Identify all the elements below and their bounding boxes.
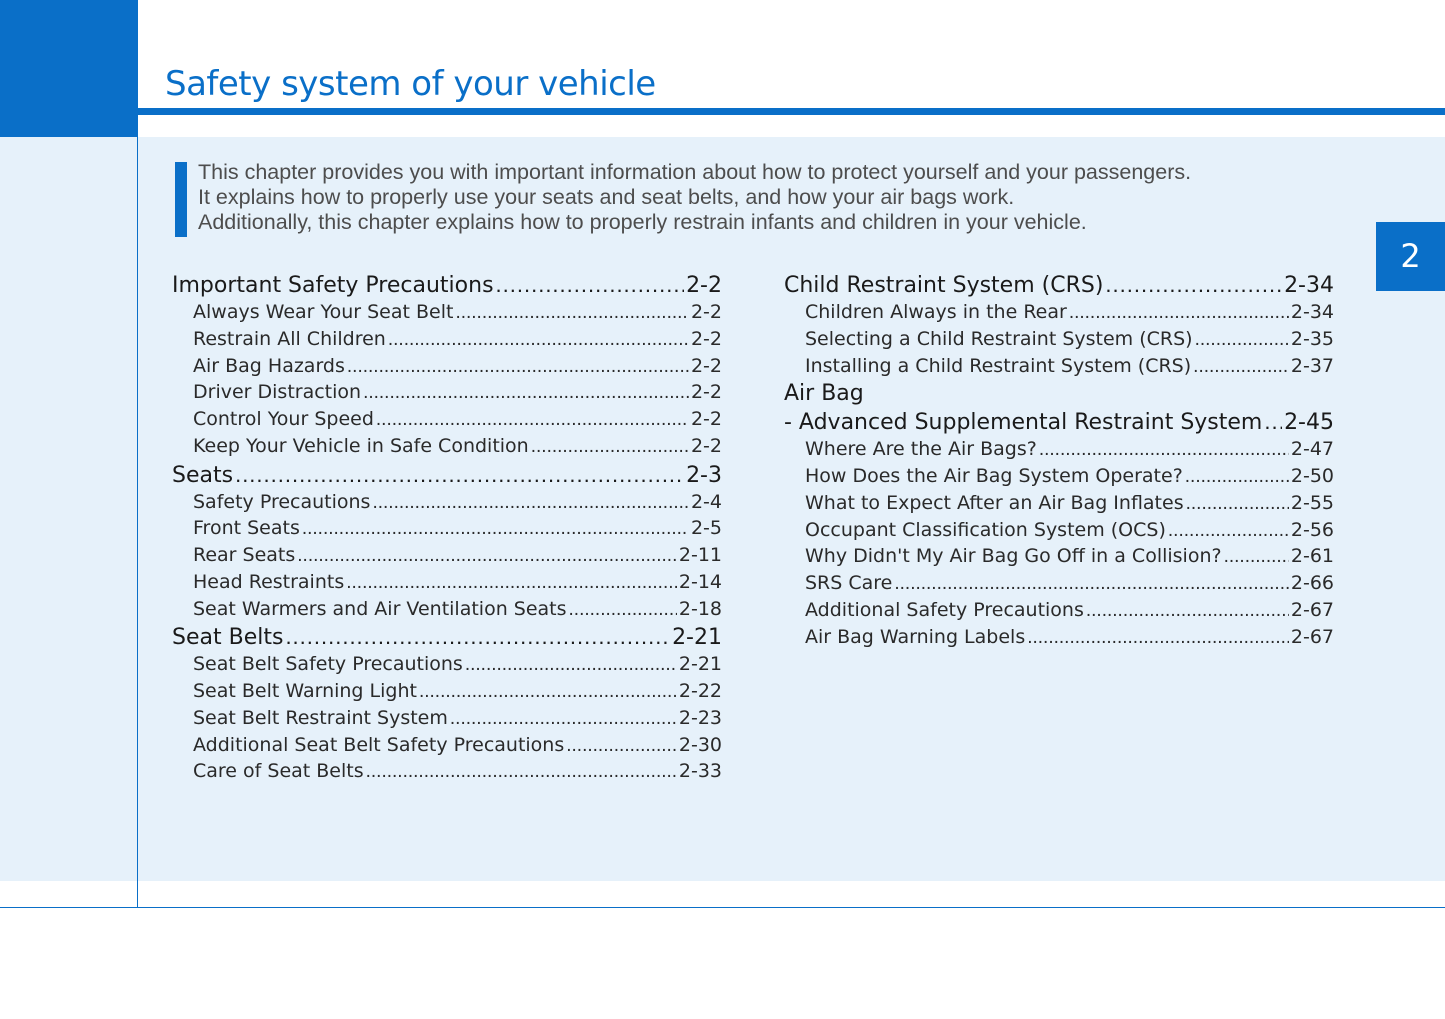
dot-leader [297, 545, 677, 567]
toc-entry-title: Children Always in the Rear [805, 301, 1067, 323]
dot-leader [894, 573, 1289, 595]
toc-entry[interactable] [172, 653, 722, 680]
toc-entry-title: What to Expect After an Air Bag Inflates [805, 491, 1184, 514]
toc-page-number: 2-67 [1290, 625, 1334, 648]
toc-entry-title: Safety Precautions [193, 490, 371, 513]
toc-entry-title: Seat Belt Restraint System [193, 706, 448, 729]
toc-entry-title: Air Bag Warning Labels [805, 625, 1026, 648]
toc-entry-title: Seat Belt Safety Precautions [193, 653, 463, 676]
toc-page-number: 2-30 [678, 733, 722, 756]
toc-page-number: 2-61 [1290, 545, 1334, 568]
toc-entry[interactable] [784, 465, 1334, 492]
toc-entry-title: Installing a Child Restraint System (CRS) [805, 354, 1192, 377]
intro-accent-bar [175, 162, 187, 237]
toc-page-number: 2-2 [690, 434, 722, 457]
dot-leader [1039, 439, 1289, 461]
dot-leader [1027, 627, 1289, 649]
toc-page-number: 2-34 [1284, 273, 1334, 298]
toc-entry[interactable] [172, 571, 722, 598]
toc-entry[interactable] [172, 680, 722, 707]
dot-leader [1186, 493, 1289, 515]
dot-leader [455, 302, 689, 324]
toc-section-entry[interactable] [784, 272, 1334, 301]
dot-leader [1168, 520, 1289, 542]
dot-leader [496, 272, 685, 298]
left-margin-panel [0, 137, 137, 881]
toc-page-number: 2-2 [686, 273, 722, 298]
toc-page-number: 2-2 [690, 354, 722, 377]
toc-page-number: 2-22 [678, 680, 722, 702]
toc-entry[interactable] [784, 301, 1334, 328]
toc-page-number: 2-2 [690, 381, 722, 404]
dot-leader [302, 518, 689, 540]
toc-page-number: 2-3 [686, 462, 722, 488]
dot-leader [235, 462, 684, 488]
toc-entry-title: Restrain All Children [193, 327, 386, 350]
toc-entry-title: Why Didn't My Air Bag Go Off in a Collision? [805, 545, 1222, 568]
toc-entry[interactable] [784, 438, 1334, 465]
toc-heading[interactable]: Air Bag [784, 381, 864, 407]
dot-leader [1069, 302, 1289, 324]
toc-entry[interactable] [784, 492, 1334, 519]
toc-left-column [172, 272, 722, 787]
toc-entry-title: Where Are the Air Bags? [805, 438, 1037, 461]
dot-leader [346, 572, 677, 594]
toc-entry-title: Seat Belts [172, 625, 284, 651]
toc-page-number: 2-66 [1290, 572, 1334, 594]
toc-entry-title: Keep Your Vehicle in Safe Condition [193, 434, 529, 457]
dot-leader [376, 409, 689, 431]
toc-entry-title: Child Restraint System (CRS) [784, 273, 1104, 298]
toc-entry[interactable] [172, 734, 722, 761]
toc-entry-title: Selecting a Child Restraint System (CRS) [805, 327, 1193, 350]
toc-page-number: 2-67 [1290, 598, 1334, 621]
toc-entry[interactable] [172, 517, 722, 544]
toc-entry-title: Additional Seat Belt Safety Precautions [193, 733, 565, 756]
dot-leader [347, 356, 689, 378]
toc-page-number: 2-2 [690, 408, 722, 430]
toc-entry[interactable] [784, 519, 1334, 546]
toc-entry-title: Occupant Classification System (OCS) [805, 518, 1166, 541]
toc-section-entry[interactable] [172, 272, 722, 301]
toc-page-number: 2-2 [690, 327, 722, 350]
corner-block [0, 0, 137, 137]
toc-page-number: 2-5 [690, 517, 722, 540]
toc-page-number: 2-18 [678, 597, 722, 620]
intro-text [198, 160, 1348, 235]
toc-page-number: 2-21 [672, 625, 722, 651]
toc-page-number: 2-2 [690, 301, 722, 323]
toc-entry-title: Air Bag Hazards [193, 354, 345, 377]
toc-page-number: 2-33 [678, 760, 722, 783]
toc-entry[interactable] [784, 599, 1334, 626]
dot-leader [366, 761, 677, 783]
toc-entry-title: How Does the Air Bag System Operate? [805, 465, 1183, 487]
toc-entry[interactable] [172, 544, 722, 571]
toc-page-number: 2-14 [678, 570, 722, 593]
toc-entry[interactable] [172, 408, 722, 435]
toc-entry[interactable] [172, 598, 722, 625]
toc-entry[interactable] [172, 328, 722, 355]
dot-leader [531, 436, 689, 458]
toc-entry[interactable] [784, 328, 1334, 355]
intro-line: This chapter provides you with important information about how to protect yourself and your passengers. [198, 160, 1192, 184]
intro-line: Additionally, this chapter explains how to properly restrain infants and children in your vehicle. [198, 210, 1087, 234]
toc-entry[interactable] [784, 355, 1334, 382]
toc-entry-title: Driver Distraction [193, 381, 362, 404]
dot-leader [465, 654, 677, 676]
toc-entry-title: Always Wear Your Seat Belt [193, 301, 454, 323]
toc-entry-title: Care of Seat Belts [193, 760, 364, 783]
toc-page-number: 2-11 [678, 544, 722, 566]
dot-leader [363, 382, 689, 404]
toc-entry-title: Seats [172, 462, 234, 488]
toc-entry-title: Seat Belt Warning Light [193, 680, 417, 702]
title-underline [137, 108, 1445, 115]
dot-leader [1185, 466, 1289, 488]
bottom-rule [0, 907, 1445, 908]
toc-entry[interactable] [172, 760, 722, 787]
toc-entry[interactable] [172, 707, 722, 734]
toc-entry[interactable] [172, 301, 722, 328]
toc-page-number: 2-50 [1290, 465, 1334, 487]
toc-entry-title: SRS Care [805, 572, 893, 594]
page-title: Safety system of your vehicle [165, 64, 656, 104]
toc-entry[interactable] [784, 572, 1334, 599]
dot-leader [1264, 409, 1282, 435]
vertical-rule [137, 0, 138, 908]
toc-section-entry[interactable] [784, 409, 1334, 438]
toc-entry-title: Important Safety Precautions [172, 273, 494, 298]
toc-entry[interactable] [784, 626, 1334, 653]
toc-page-number: 2-45 [1284, 410, 1334, 436]
toc-entry-title: Control Your Speed [193, 408, 374, 430]
toc-entry-title: Rear Seats [193, 544, 296, 566]
dot-leader [1224, 546, 1289, 568]
toc-page-number: 2-37 [1290, 354, 1334, 377]
toc-entry[interactable] [172, 355, 722, 382]
dot-leader [372, 492, 689, 514]
toc-page-number: 2-4 [690, 490, 722, 513]
dot-leader [285, 624, 670, 650]
toc-entry-title: Seat Warmers and Air Ventilation Seats [193, 597, 567, 620]
toc-right-column [784, 272, 1334, 652]
toc-entry[interactable] [172, 381, 722, 408]
toc-page-number: 2-55 [1290, 491, 1334, 514]
dot-leader [1195, 329, 1289, 351]
toc-entry[interactable] [172, 491, 722, 518]
dot-leader [388, 329, 689, 351]
toc-entry-title: - Advanced Supplemental Restraint System [784, 410, 1263, 436]
toc-page-number: 2-23 [678, 706, 722, 729]
dot-leader [1193, 356, 1289, 378]
toc-entry[interactable] [784, 545, 1334, 572]
dot-leader [419, 681, 677, 703]
toc-entry-title: Additional Safety Precautions [805, 598, 1084, 621]
dot-leader [1086, 600, 1289, 622]
toc-page-number: 2-47 [1290, 438, 1334, 461]
dot-leader [566, 735, 677, 757]
toc-page-number: 2-56 [1290, 518, 1334, 541]
toc-page-number: 2-34 [1290, 301, 1334, 323]
intro-line: It explains how to properly use your seats and seat belts, and how your air bags work. [198, 185, 1015, 209]
toc-entry[interactable] [172, 435, 722, 462]
dot-leader [569, 599, 677, 621]
dot-leader [1105, 272, 1282, 298]
toc-page-number: 2-35 [1290, 327, 1334, 350]
dot-leader [450, 708, 677, 730]
toc-entry-title: Head Restraints [193, 570, 345, 593]
chapter-tab[interactable]: 2 [1376, 222, 1445, 291]
toc-page-number: 2-21 [678, 653, 722, 676]
toc-section-entry[interactable] [172, 624, 722, 653]
toc-section-entry[interactable] [172, 462, 722, 491]
toc-entry-title: Front Seats [193, 517, 300, 540]
